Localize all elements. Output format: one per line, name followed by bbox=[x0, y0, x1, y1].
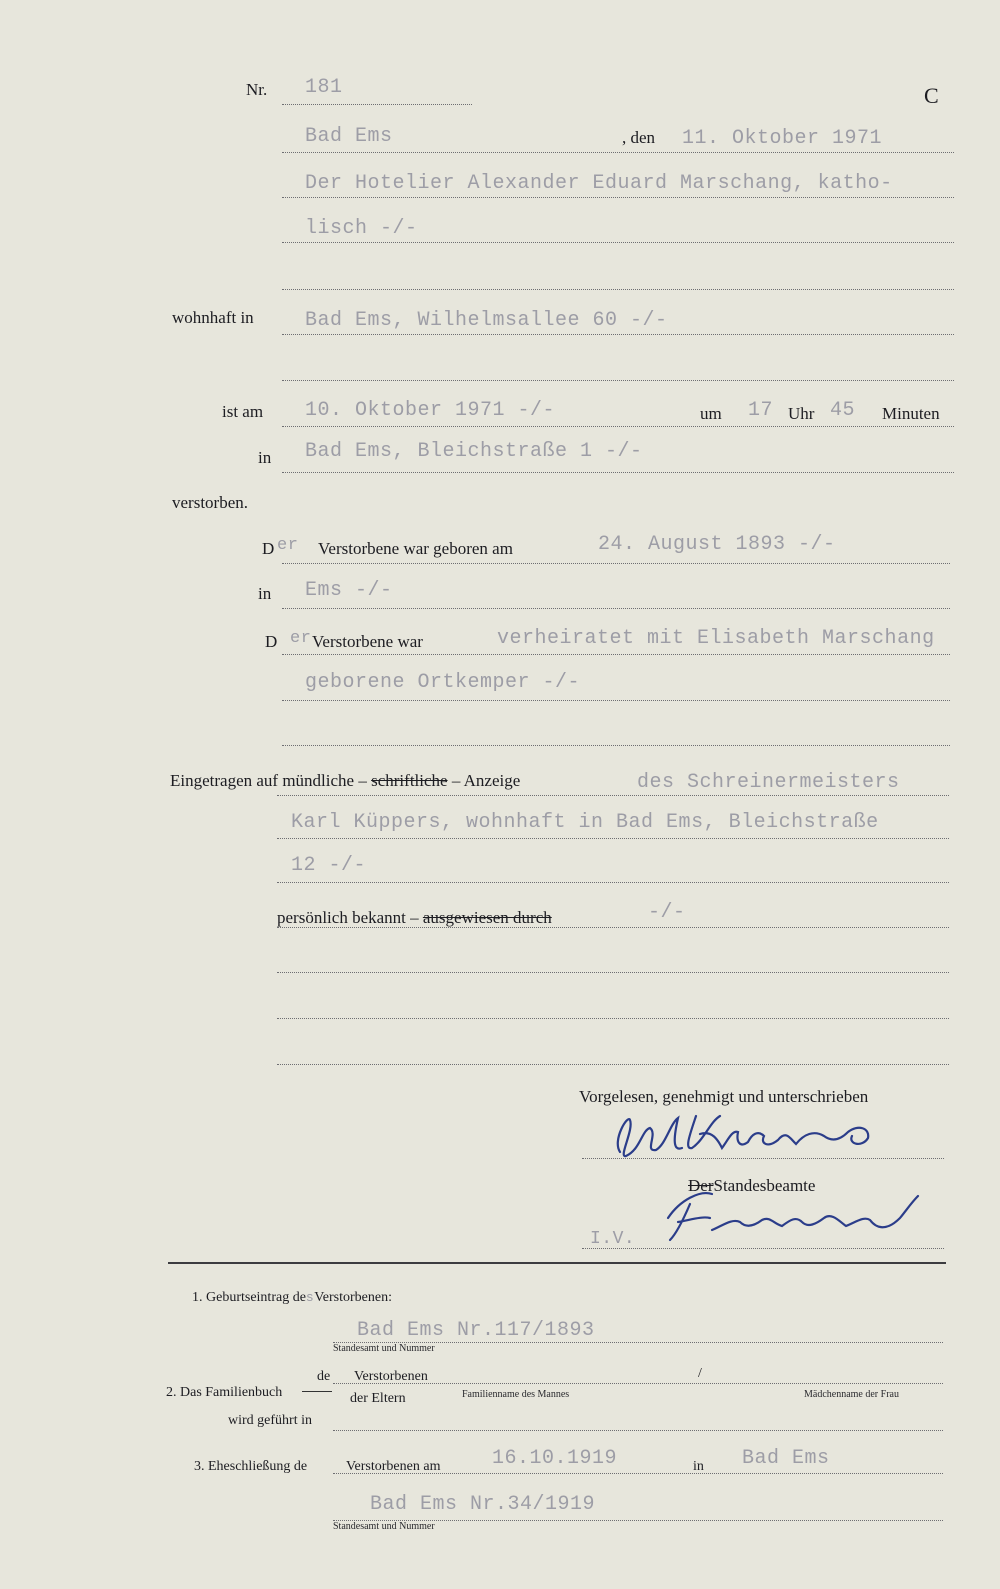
marital-rule-3 bbox=[282, 745, 950, 746]
footer-item2-eltern: der Eltern bbox=[350, 1391, 406, 1406]
footer-item3-rule bbox=[333, 1473, 943, 1474]
record-date: 11. Oktober 1971 bbox=[682, 127, 883, 150]
place-date-line bbox=[282, 152, 954, 153]
ist-am-label: ist am bbox=[222, 402, 264, 421]
minuten-label: Minuten bbox=[882, 404, 940, 423]
registered-rule-3 bbox=[277, 882, 949, 883]
birth-place: Ems -/- bbox=[305, 579, 393, 602]
footer-item1-label-text: 1. Geburtseintrag de bbox=[192, 1290, 306, 1305]
registered-line-2: Karl Küppers, wohnhaft in Bad Ems, Bleichstraße bbox=[291, 811, 879, 834]
birth-date: 24. August 1893 -/- bbox=[598, 533, 836, 556]
identified-struck: ausgewiesen durch bbox=[422, 908, 552, 927]
footer-item2-wird-rule bbox=[333, 1430, 943, 1431]
marital-rule-1 bbox=[282, 654, 950, 655]
identified-rule-2 bbox=[277, 972, 949, 973]
identified-value: -/- bbox=[648, 901, 686, 924]
birth-d-label: D bbox=[262, 539, 275, 558]
birth-label: Verstorbene war geboren am bbox=[318, 539, 513, 558]
marital-label: Verstorbene war bbox=[312, 632, 423, 651]
registered-label-suffix: – Anzeige bbox=[451, 771, 521, 790]
nr-value: 181 bbox=[305, 76, 343, 99]
uhr-label: Uhr bbox=[788, 404, 815, 423]
official-signature-rule bbox=[582, 1248, 944, 1249]
birth-place-rule bbox=[282, 608, 950, 609]
identified-label bbox=[277, 908, 552, 928]
form-letter: C bbox=[924, 83, 939, 108]
footer-item2-caption-right: Mädchenname der Frau bbox=[804, 1389, 899, 1400]
death-minutes: 45 bbox=[830, 399, 856, 422]
footer-item3-verst: Verstorbenen am bbox=[346, 1459, 441, 1474]
death-date-rule bbox=[282, 426, 954, 427]
footer-item3-date: 16.10.1919 bbox=[492, 1447, 618, 1470]
footer-item2-wird: wird geführt in bbox=[228, 1413, 312, 1428]
registered-rule-1 bbox=[277, 795, 949, 796]
footer-item1-typed: s bbox=[305, 1290, 315, 1305]
footer-item3-place: Bad Ems bbox=[742, 1447, 830, 1470]
birth-er-typed: er bbox=[277, 536, 299, 555]
informant-signature-rule bbox=[582, 1158, 944, 1159]
footer-item1-value: Bad Ems Nr.117/1893 bbox=[357, 1319, 595, 1342]
birth-date-rule bbox=[282, 563, 950, 564]
informant-signature bbox=[600, 1100, 900, 1170]
footer-item3-caption: Standesamt und Nummer bbox=[333, 1521, 435, 1532]
closing-label: Vorgelesen, genehmigt und unterschrieben bbox=[579, 1087, 869, 1106]
footer-item3-value: Bad Ems Nr.34/1919 bbox=[370, 1493, 596, 1516]
death-in-label: in bbox=[258, 448, 272, 467]
footer-item2-rule bbox=[333, 1383, 943, 1384]
identified-rule-4 bbox=[277, 1064, 949, 1065]
footer-item2-caption-left: Familienname des Mannes bbox=[462, 1389, 570, 1400]
footer-item2-connector bbox=[302, 1391, 332, 1392]
verstorben-label: verstorben. bbox=[172, 493, 249, 512]
footer-item2-verstorbenen: Verstorbenen bbox=[354, 1369, 428, 1384]
nr-line bbox=[282, 104, 472, 105]
death-place-rule bbox=[282, 472, 954, 473]
wohnhaft-value: Bad Ems, Wilhelmsallee 60 -/- bbox=[305, 309, 668, 332]
marital-er-typed: er bbox=[290, 629, 312, 648]
registered-label-struck: schriftliche bbox=[371, 771, 448, 790]
registered-label-prefix: Eingetragen auf mündliche – bbox=[170, 771, 367, 790]
death-hour: 17 bbox=[748, 399, 774, 422]
marital-rule-2 bbox=[282, 700, 950, 701]
person-line-2: lisch -/- bbox=[305, 217, 418, 240]
wohnhaft-rule bbox=[282, 334, 954, 335]
death-place: Bad Ems, Bleichstraße 1 -/- bbox=[305, 440, 643, 463]
registered-line-1: des Schreinermeisters bbox=[637, 771, 900, 794]
official-signature bbox=[650, 1182, 930, 1252]
footer-item2-label: 2. Das Familienbuch bbox=[166, 1385, 283, 1400]
person-line-2-rule bbox=[282, 242, 954, 243]
registered-rule-2 bbox=[277, 838, 949, 839]
place-value: Bad Ems bbox=[305, 125, 393, 148]
nr-label: Nr. bbox=[246, 80, 268, 99]
iv-label: I.V. bbox=[590, 1229, 636, 1249]
footer-item3-in: in bbox=[693, 1459, 704, 1474]
identified-label-text: persönlich bekannt – bbox=[277, 908, 419, 927]
person-line-3-rule bbox=[282, 289, 954, 290]
den-label: , den bbox=[622, 128, 656, 147]
official-label-text: Standesbeamte bbox=[713, 1176, 816, 1195]
identified-rule-3 bbox=[277, 1018, 949, 1019]
marital-line-1: verheiratet mit Elisabeth Marschang bbox=[497, 627, 935, 650]
wohnhaft-label: wohnhaft in bbox=[172, 308, 254, 327]
footer-item1-suffix: Verstorbenen: bbox=[314, 1290, 392, 1305]
footer-item2-slash: / bbox=[698, 1366, 702, 1381]
person-line-1: Der Hotelier Alexander Eduard Marschang, katho- bbox=[305, 172, 893, 195]
footer-item2-de: de bbox=[317, 1369, 331, 1384]
marital-line-2: geborene Ortkemper -/- bbox=[305, 671, 581, 694]
registered-label bbox=[170, 771, 520, 791]
identified-rule-1 bbox=[277, 927, 949, 928]
death-date: 10. Oktober 1971 -/- bbox=[305, 399, 556, 422]
registered-line-3: 12 -/- bbox=[291, 854, 367, 877]
person-line-1-rule bbox=[282, 197, 954, 198]
section-divider bbox=[168, 1262, 946, 1264]
birth-in-label: in bbox=[258, 584, 272, 603]
um-label: um bbox=[700, 404, 722, 423]
footer-item1-label bbox=[192, 1287, 392, 1309]
wohnhaft-rule-2 bbox=[282, 380, 954, 381]
marital-d-label: D bbox=[265, 632, 278, 651]
footer-item3-label: 3. Eheschließung de bbox=[194, 1459, 308, 1474]
footer-item1-caption: Standesamt und Nummer bbox=[333, 1343, 435, 1354]
official-struck: Der bbox=[688, 1176, 714, 1195]
